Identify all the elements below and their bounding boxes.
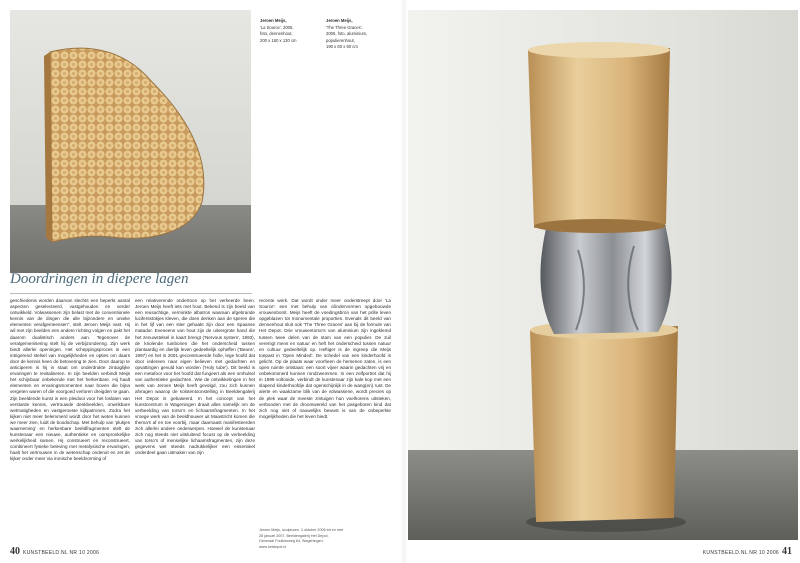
wooden-breast-sculpture — [42, 42, 212, 248]
caption-line: populierenhout, — [326, 37, 355, 43]
footer-left — [10, 541, 99, 559]
credit-line: Generaal Foulkesweg 64, Wageningen. — [259, 539, 324, 544]
footer-right — [703, 541, 792, 559]
exhibition-credit — [259, 528, 389, 550]
page-number-right: 41 — [782, 546, 792, 557]
photo-la-source — [10, 10, 251, 273]
article-column-3: recente werk. Dat wordt onder meer onderstreept door 'La Source': een met behulp van cilindervormen opgebouwde vrouwenborst. Meijs heeft de voedingsbron van het prille leven opgeblazen tot monumentale proporties. Evenals dit beeld van dennenhout sluit ook 'The Three Graces' aan bij de formule van Het Depot. Drie vrouwentorso's van aluminium zijn ingeklemd tussen twee delen van de stam van een populier. De zuil verenigt mens en natuur en heft het onderscheid tussen natuur en cultuur gedeeltelijk op. Heftiger is de ingreep die Meijs toepast in 'Open Minded'. De schedel van een kinderhoofd is gelicht. Op de plaats waar voorheen de hersenen zaten, is een open ruimte ontstaan: een soort vijver waarin gedachten vrij en onbekommerd kunnen rondzwemmen. In een zelfportret dat hij in 1999 voltooide, verbindt de kunstenaar zijn kale kop met een slapend kinderhoofdje dat ogenschijnlijk in de wang(en) rust. De alerte en waakzame blik van de volwassene, wordt precies op de plek waar de meeste zintuigen hun voelhorens uitsteken, verbonden met de droomwereld van het pasgeboren kind dat zich nog niet of nauwelijks bewust is van de onbeperkte mogelijkheden die het leven biedt. — [259, 298, 391, 419]
caption-line: 'La Source', 2005, — [260, 24, 294, 30]
article-title: Doordringen in diepere lagen — [10, 271, 189, 287]
credit-line: 28 januari 2007. Beeldengalerij Het Depot, — [259, 533, 329, 538]
caption-artist: Jeroen Meijs, — [260, 18, 287, 23]
credit-url: www.hetdepot.nl — [259, 544, 287, 549]
photo-three-graces — [408, 10, 798, 540]
page-number-left: 40 — [10, 546, 20, 557]
caption-la-source — [260, 18, 320, 44]
caption-line: 'The Three Graces', — [326, 24, 363, 30]
title-rule — [10, 293, 252, 294]
three-graces-sculpture — [408, 10, 798, 540]
magazine-name-right: KUNSTBEELD.NL NR 10 2006 — [702, 550, 779, 556]
caption-line: foto, dennenhout, — [260, 31, 293, 37]
caption-line: 190 x 60 x 60 cm — [326, 44, 358, 50]
credit-line: Jeroen Meijs, sculpturen. 1 oktober 2006 tot en met — [259, 528, 344, 532]
article-column-1: geschiedenis worden daarvan slechts een beperkt aantal aspecten geselecteerd, vastgehouden en verder ontwikkeld. Volwassenen zijn belast met de conventionele kennis van de dingen die alle bijzondere en unieke elementen verafgemeensen", stelt Jeroen Meijs vast. Hij wil met zijn beelden een andere richting volgen en pakt het daarom dualistisch anders aan. Tegenover de veralgemenisering stelt hij de verbijzondering. Zijn werk biedt allerlei openingen. Het scheppingsproces is een intrigerend stelsel van mogelijkheden en opties om daars door de kennis heen de betovering te zien. Door daarop te anticiperen is hij in staat om onderdrukte zintuiglijke ervaringen te revitaliseren. In zijn beelden verbindt Meijs het schijnbaar onbekende met het herkenbare. Hij haalt elementen en ervaringsmomenten naar boven die bijna vergeten waren of die voorgoed verloren dreigden te gaan. Zijn beeldende kunst is een pleidooi voor het loslaten van verstarde kennis, vertrouwde denkbeelden, onwrikbare wetmatigheden en vastgeroeste kijkpatronen. Zodra het kijken niet meer belemmerd wordt door het weten kunnen we meer zien, luidt de boodschap. Met behulp van 'plukjes waarneming' en herkenbare beeldfragmenten stelt de kunstenaar een nieuwe, authentieke en oorspronkelijke werkelijkheid samen. Hij construeert en reconstrueert, combineert fysieke beleving met metafysische ervaringen, haalt het vertrouwen in de wetenschap onderuit en zet de kijker onder meer via ironische beeldvorming of — [10, 298, 130, 462]
caption-line: 200 x 160 x 130 cm — [260, 37, 297, 43]
caption-three-graces — [326, 18, 396, 51]
magazine-name-left: KUNSTBEELD.NL NR 10 2006 — [23, 550, 100, 556]
caption-artist: Jeroen Meijs, — [326, 18, 353, 23]
article-column-2: een relativerende ondertoon op het verkeerde been. Jeroen Meijs heeft iets met hout. Bekend is zijn beeld van een reusachtige, verminkte albatros waaraan afgebrande lucifersstokjes kleven, die doen denken aan de speren die in het lijf van een stier gehaakt zijn door een Spaanse matador. Eveneens van hout zijn de uitvergrote hand die het zenuwstelsel in kaart brengt ('Nervous system', 1993), de kriolende tuinbonen die het onderscheid tussen plantaardig en dierlijk leven gedeeltelijk opheffen ('Beans', 1997) en het in 2001 geconstrueerde holle, lege hoofd dat door iedereen naar eigen believen met gedachten en opvattingen gevuld kan worden ('Holy tube'). Dit beeld is een metafoor voor het hoofd dat fungeert als een omhulsel van authentieke gedachten. Wie de ontwikkelingen in het werk van Jeroen Meijs heeft gevolgd, zou zich kunnen afvragen waarop de solotentoonstelling in Beeldengalerij Het Depot is gebaseerd. In het concept van het kunstcentrum in Wageningen draait alles namelijk om de verbeelding van torso's en lichaamsfragmenten. In het vroege werk van de beeldhouwer uit Maastricht komen die thema's af en toe voorbij, maar daarnaast manifesteerden zich allerlei andere onderwerpen. Hoewel de kunstenaar zich nog steeds niet uitsluitend focust op de verbeelding van torso's of menselijke lichaamsfragmenten, zijn deze gegevens wel steeds nadrukkelijker een essentieel onderdeel gaan uitmaken van zijn — [135, 298, 255, 456]
caption-line: 2006, foto, aluminium, — [326, 31, 368, 37]
spread-gutter — [400, 0, 408, 563]
